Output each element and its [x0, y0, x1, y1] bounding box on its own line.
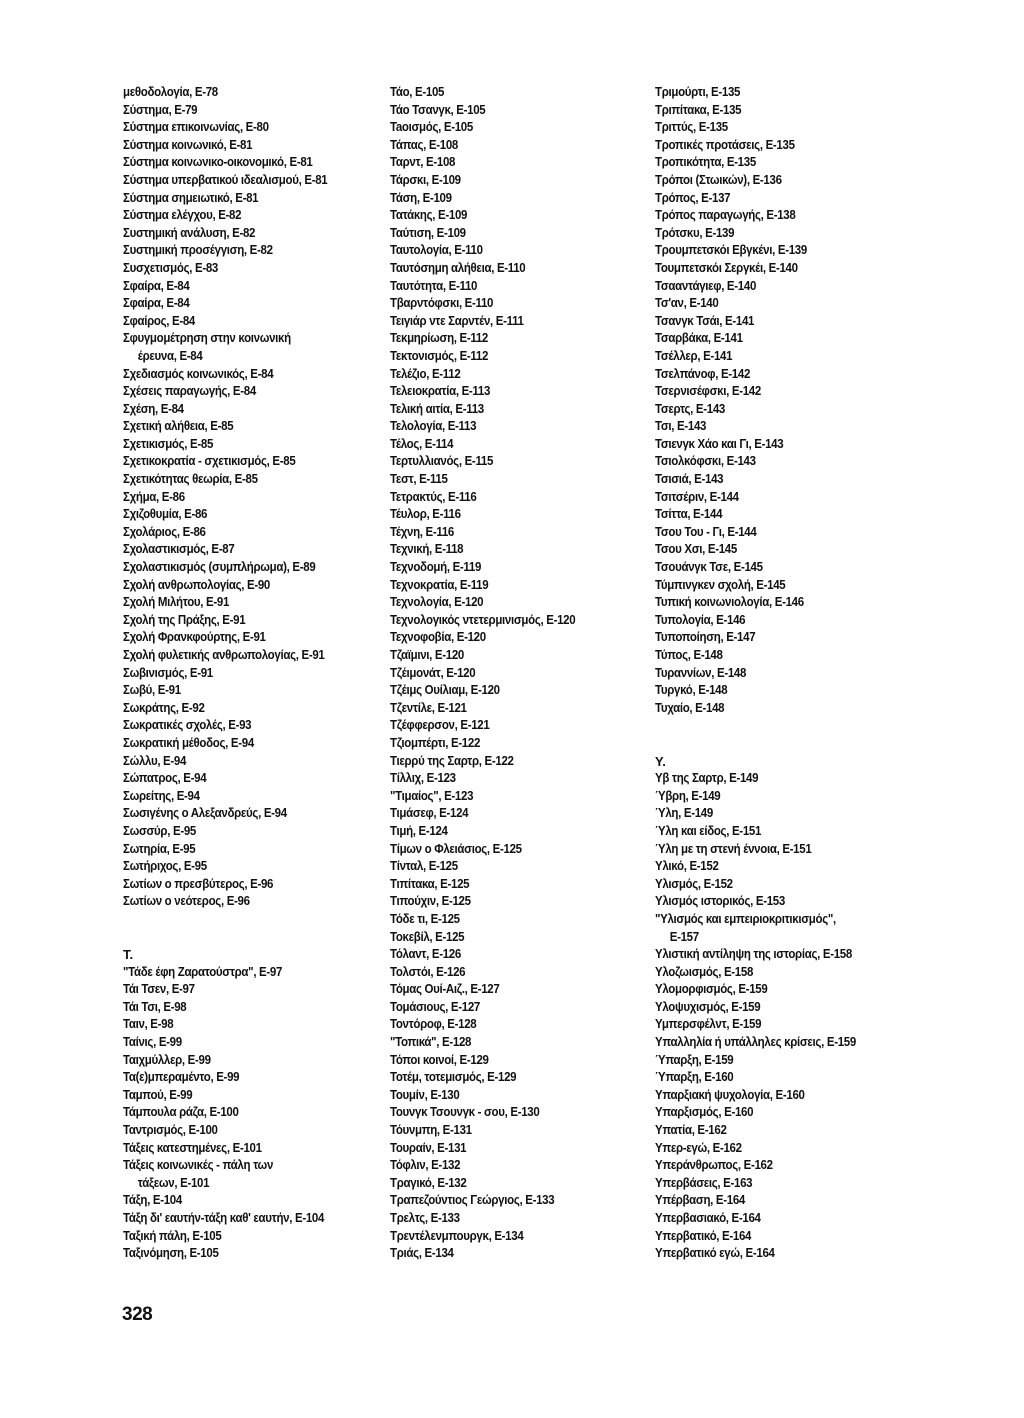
index-entry: Ύβρη, Ε-149 — [655, 788, 721, 803]
index-entry: Ύλη με τη στενή έννοια, Ε-151 — [655, 841, 812, 856]
index-entry: Τάση, Ε-109 — [390, 190, 452, 205]
index-entry: Σωτίων ο νεότερος, Ε-96 — [123, 894, 250, 909]
index-entry: Ταρντ, Ε-108 — [390, 155, 456, 170]
index-entry: Υπερ-εγώ, Ε-162 — [655, 1140, 742, 1155]
index-entry: Σχολαστικισμός (συμπλήρωμα), Ε-89 — [123, 560, 316, 575]
index-entry: Τιερρύ της Σαρτρ, Ε-122 — [390, 753, 514, 768]
index-entry: Τσου Του - Γι, Ε-144 — [655, 524, 757, 539]
index-entry: Τσααντάγιεφ, Ε-140 — [655, 278, 757, 293]
index-entry: Σφαίρος, Ε-84 — [123, 313, 196, 328]
index-entry: Τυπική κοινωνιολογία, Ε-146 — [655, 595, 804, 610]
index-entry: Σχολή Φρανκφούρτης, Ε-91 — [123, 630, 266, 645]
letter-heading: Υ. — [655, 753, 666, 769]
index-entry: Τσερνισέφσκι, Ε-142 — [655, 384, 761, 399]
index-entry: Τριπίτακα, Ε-135 — [655, 102, 742, 117]
index-entry: Taoισμός, Ε-105 — [390, 120, 473, 135]
index-entry: Ύπαρξη, Ε-160 — [655, 1070, 734, 1085]
index-entry: Ταξινόμηση, Ε-105 — [123, 1246, 219, 1261]
index-entry: Τσιολκόφσκι, Ε-143 — [655, 454, 756, 469]
index-entry: Τύμπινγκεν σχολή, Ε-145 — [655, 577, 786, 592]
index-entry: Σωρείτης, Ε-94 — [123, 788, 200, 803]
index-entry: Τουνγκ Τσουνγκ - σου, Ε-130 — [390, 1105, 540, 1120]
index-entry: Ταυτολογία, Ε-110 — [390, 243, 483, 258]
spacer — [123, 911, 381, 929]
index-entry: Ταξική πάλη, Ε-105 — [123, 1228, 222, 1243]
index-entry: Τελειοκρατία, Ε-113 — [390, 384, 491, 399]
index-entry: Τάμπουλα ράζα, Ε-100 — [123, 1105, 239, 1120]
index-entry: Σωκρατική μέθοδος, Ε-94 — [123, 735, 254, 750]
index-entry: Σωσσύρ, Ε-95 — [123, 823, 196, 838]
index-entry: Ταμπού, Ε-99 — [123, 1087, 193, 1102]
index-entry: Τόμας Ουί-Αιζ., Ε-127 — [390, 982, 500, 997]
index-entry: Τρελτς, Ε-133 — [390, 1211, 460, 1225]
index-entry: Τέλος, Ε-114 — [390, 436, 454, 451]
index-entry: Υλικό, Ε-152 — [655, 859, 719, 874]
index-entry: Σύστημα κοινωνικο-οικονομικό, Ε-81 — [123, 155, 313, 170]
index-entry: Ύλη, Ε-149 — [655, 806, 713, 821]
index-entry: Τολστόι, Ε-126 — [390, 964, 466, 979]
index-entry: Τσέλλερ, Ε-141 — [655, 348, 733, 363]
index-entry: Τερτυλλιανός, Ε-115 — [390, 454, 494, 469]
index-entry: Σύστημα επικοινωνίας, Ε-80 — [123, 120, 269, 135]
index-entry: Ύπαρξη, Ε-159 — [655, 1052, 734, 1067]
index-entry: Τρεντέλενμπουργκ, Ε-134 — [390, 1228, 524, 1243]
index-entry: Τύπος, Ε-148 — [655, 648, 723, 662]
index-entry: Τρόπος, Ε-137 — [655, 190, 731, 205]
index-column-2 — [390, 84, 640, 1263]
index-entry: Σχήμα, Ε-86 — [123, 489, 185, 504]
index-entry: Τροπικές προτάσεις, Ε-135 — [655, 137, 795, 152]
index-entry: Σχετικότητας θεωρία, Ε-85 — [123, 472, 258, 487]
index-entry: Ύλη και είδος, Ε-151 — [655, 823, 762, 838]
index-entry: Τεκτονισμός, Ε-112 — [390, 348, 489, 363]
index-entry: Σχολή Μιλήτου, Ε-91 — [123, 595, 230, 610]
index-entry: Σχολή της Πράξης, Ε-91 — [123, 612, 246, 627]
index-entry: Σωκρατικές σχολές, Ε-93 — [123, 718, 252, 733]
index-entry: Υπέρβαση, Ε-164 — [655, 1193, 746, 1208]
index-entry: Υλοψυχισμός, Ε-159 — [655, 999, 761, 1014]
spacer — [123, 929, 381, 947]
index-entry: Τιμή, Ε-124 — [390, 823, 448, 838]
index-entry: Τιπίτακα, Ε-125 — [390, 876, 470, 891]
index-entry: Τιμάσεφ, Ε-124 — [390, 806, 469, 821]
index-entry: Τάι Τσι, Ε-98 — [123, 999, 187, 1014]
index-entry: "Τιμαίος", Ε-123 — [390, 788, 474, 803]
index-entry: Συσχετισμός, Ε-83 — [123, 260, 218, 275]
index-entry: Τίνταλ, Ε-125 — [390, 859, 458, 874]
index-entry: τάξεων, Ε-101 — [137, 1175, 210, 1190]
index-entry: Σφαίρα, Ε-84 — [123, 296, 190, 311]
index-entry: Τάξη δι' εαυτήν-τάξη καθ' εαυτήν, Ε-104 — [123, 1211, 325, 1225]
index-entry: Σχιζοθυμία, Ε-86 — [123, 507, 208, 522]
index-entry: Τσίττα, Ε-144 — [655, 507, 723, 522]
index-entry: Υλισμός ιστορικός, Ε-153 — [655, 894, 785, 909]
index-entry: Τζέφφερσον, Ε-121 — [390, 718, 490, 733]
index-entry: Τυποποίηση, Ε-147 — [655, 630, 756, 645]
index-entry: Τόυνμπη, Ε-131 — [390, 1123, 472, 1138]
index-entry: Υπερβατικό, Ε-164 — [655, 1228, 752, 1243]
index-entry: Σχέσεις παραγωγής, Ε-84 — [123, 384, 256, 399]
index-entry: Ταυτότητα, Ε-110 — [390, 278, 478, 293]
index-entry: Τζέιμονάτ, Ε-120 — [390, 665, 476, 680]
index-entry: Τουμίν, Ε-130 — [390, 1087, 460, 1102]
index-entry: Τοτέμ, τοτεμισμός, Ε-129 — [390, 1070, 517, 1085]
index-entry: Τβαρντόφσκι, Ε-110 — [390, 296, 494, 311]
index-entry: Τόφλιν, Ε-132 — [390, 1158, 461, 1173]
index-entry: Τόποι κοινοί, Ε-129 — [390, 1052, 489, 1067]
index-entry: Τρόποι (Στωικών), Ε-136 — [655, 172, 782, 187]
index-entry: Τοκεβίλ, Ε-125 — [390, 929, 465, 944]
index-entry: Σύστημα, Ε-79 — [123, 102, 198, 117]
index-entry: Σχολαστικισμός, Ε-87 — [123, 542, 235, 557]
index-entry: Τουμπετσκόι Σεργκέι, Ε-140 — [655, 260, 798, 275]
index-entry: Τελική αιτία, Ε-113 — [390, 401, 484, 416]
index-entry: Τίλλιχ, Ε-123 — [390, 771, 456, 786]
index-entry: Τελολογία, Ε-113 — [390, 419, 477, 434]
index-entry: Υλισμός, Ε-152 — [655, 876, 733, 891]
index-entry: Σχέση, Ε-84 — [123, 401, 184, 416]
spacer — [655, 717, 915, 735]
index-entry: Σφαίρα, Ε-84 — [123, 278, 190, 293]
index-entry: "Υλισμός και εμπειριοκριτικισμός", — [655, 911, 836, 926]
index-entry: Τζέιμς Ουίλιαμ, Ε-120 — [390, 683, 500, 698]
index-entry: Τόλαντ, Ε-126 — [390, 947, 461, 962]
index-entry: Σωσιγένης ο Αλεξανδρεύς, Ε-94 — [123, 806, 287, 821]
index-entry: Τρότσκυ, Ε-139 — [655, 225, 735, 240]
index-entry: Τρουμπετσκόι Εβγκένι, Ε-139 — [655, 243, 807, 258]
index-entry: Σώπατρος, Ε-94 — [123, 771, 207, 786]
index-entry: Τρόπος παραγωγής, Ε-138 — [655, 208, 796, 223]
index-entry: Τσιενγκ Χάο και Γι, Ε-143 — [655, 436, 784, 451]
index-entry: Τυργκό, Ε-148 — [655, 683, 728, 698]
index-entry: Τατάκης, Ε-109 — [390, 208, 468, 223]
index-entry: έρευνα, Ε-84 — [137, 348, 203, 363]
index-entry: Σύστημα κοινωνικό, Ε-81 — [123, 137, 253, 152]
index-entry: Σωκράτης, Ε-92 — [123, 700, 205, 715]
index-entry: Σχολή φυλετικής ανθρωπολογίας, Ε-91 — [123, 648, 325, 662]
index-entry: Τσερτς, Ε-143 — [655, 401, 725, 416]
index-entry: "Τοπικά", Ε-128 — [390, 1035, 472, 1050]
index-entry: Ταύτιση, Ε-109 — [390, 225, 466, 240]
index-entry: Τάξεις κατεστημένες, Ε-101 — [123, 1140, 262, 1155]
index-entry: Τριττύς, Ε-135 — [655, 120, 728, 135]
index-entry: Σωβύ, Ε-91 — [123, 683, 181, 698]
index-entry: Σχετική αλήθεια, Ε-85 — [123, 419, 234, 434]
index-entry: Τροπικότητα, Ε-135 — [655, 155, 756, 170]
index-entry: Υπαλληλία ή υπάλληλες κρίσεις, Ε-159 — [655, 1035, 856, 1050]
index-entry: Υβ της Σαρτρ, Ε-149 — [655, 771, 759, 786]
index-entry: Τυχαίο, Ε-148 — [655, 700, 725, 715]
index-entry: Σφυγμομέτρηση στην κοινωνική — [123, 331, 291, 346]
index-entry: Τοντόροφ, Ε-128 — [390, 1017, 477, 1032]
index-entry: Ταίνις, Ε-99 — [123, 1035, 182, 1050]
index-entry: Τάι Τσεν, Ε-97 — [123, 982, 195, 997]
index-entry: Τραπεζούντιος Γεώργιος, Ε-133 — [390, 1193, 555, 1208]
index-entry: Ταυτόσημη αλήθεια, Ε-110 — [390, 260, 526, 275]
index-entry: Τσ'αν, Ε-140 — [655, 296, 719, 311]
index-entry: Τεκμηρίωση, Ε-112 — [390, 331, 488, 346]
index-entry: Τεχνοφοβία, Ε-120 — [390, 630, 486, 645]
index-entry: Τσελπάνοφ, Ε-142 — [655, 366, 751, 381]
index-entry: Τριάς, Ε-134 — [390, 1246, 454, 1261]
index-entry: Τειγιάρ ντε Σαρντέν, Ε-111 — [390, 313, 524, 328]
index-entry: Συστημική ανάλυση, Ε-82 — [123, 225, 256, 240]
index-entry: Τομάσιους, Ε-127 — [390, 999, 480, 1014]
spacer — [655, 735, 915, 753]
index-entry: Τελέζιο, Ε-112 — [390, 366, 461, 381]
index-entry: Τσαρβάκα, Ε-141 — [655, 331, 743, 346]
index-entry: Σωτήριχος, Ε-95 — [123, 859, 207, 874]
index-entry: Υλιστική αντίληψη της ιστορίας, Ε-158 — [655, 947, 852, 962]
index-entry: μεθοδολογία, Ε-78 — [123, 85, 218, 99]
index-entry: Υπεράνθρωπος, Ε-162 — [655, 1158, 773, 1173]
index-entry: Υπαρξιακή ψυχολογία, Ε-160 — [655, 1087, 805, 1102]
index-entry: Τραγικό, Ε-132 — [390, 1175, 467, 1190]
index-entry: Τζαϊμινι, Ε-120 — [390, 648, 465, 662]
index-column-3 — [655, 84, 915, 1263]
index-entry: Τσανγκ Τσάι, Ε-141 — [655, 313, 755, 328]
index-entry: Ταιν, Ε-98 — [123, 1017, 174, 1032]
index-entry: Σχετικισμός, Ε-85 — [123, 436, 214, 451]
index-entry: Σχολάριος, Ε-86 — [123, 524, 206, 539]
index-entry: Σωβινισμός, Ε-91 — [123, 665, 213, 680]
index-entry: Τεχνοδομή, Ε-119 — [390, 560, 482, 575]
index-entry: Τζεντίλε, Ε-121 — [390, 700, 467, 715]
index-entry: Τα(ε)μπεραμέντο, Ε-99 — [123, 1070, 240, 1085]
index-entry: Υλοζωισμός, Ε-158 — [655, 964, 754, 979]
index-entry: Σύστημα υπερβατικού ιδεαλισμού, Ε-81 — [123, 172, 328, 187]
index-entry: Υπατία, Ε-162 — [655, 1123, 727, 1138]
index-entry: Τεστ, Ε-115 — [390, 472, 448, 487]
index-entry: Τάρσκι, Ε-109 — [390, 172, 461, 187]
index-entry: Σχολή ανθρωπολογίας, Ε-90 — [123, 577, 270, 592]
index-entry: Τουραίν, Ε-131 — [390, 1140, 467, 1155]
index-entry: Τετρακτύς, Ε-116 — [390, 489, 477, 504]
index-entry: Τσου Χσι, Ε-145 — [655, 542, 737, 557]
index-entry: Υπερβασιακό, Ε-164 — [655, 1211, 761, 1225]
index-entry: Τσισιά, Ε-143 — [655, 472, 724, 487]
index-entry: Τάπας, Ε-108 — [390, 137, 458, 152]
index-entry: Τυπολογία, Ε-146 — [655, 612, 746, 627]
index-entry: Ταιχμύλλερ, Ε-99 — [123, 1052, 211, 1067]
index-entry: Τεχνική, Ε-118 — [390, 542, 464, 557]
index-entry: Τέχνη, Ε-116 — [390, 524, 454, 539]
index-entry: Τριμούρτι, Ε-135 — [655, 85, 741, 99]
index-entry: Τεχνολογικός ντετερμινισμός, Ε-120 — [390, 612, 576, 627]
index-entry: Υπερβάσεις, Ε-163 — [655, 1175, 753, 1190]
index-entry: Σωτηρία, Ε-95 — [123, 841, 196, 856]
index-entry: Ταντρισμός, Ε-100 — [123, 1123, 218, 1138]
index-entry: Σωτίων ο πρεσβύτερος, Ε-96 — [123, 876, 274, 891]
index-entry: Τάο Τσανγκ, Ε-105 — [390, 102, 486, 117]
index-entry: Συστημική προσέγγιση, Ε-82 — [123, 243, 273, 258]
page-number: 328 — [122, 1304, 153, 1325]
index-entry: Τεχνολογία, Ε-120 — [390, 595, 484, 610]
index-entry: Σχετικοκρατία - σχετικισμός, Ε-85 — [123, 454, 296, 469]
index-entry: Ε-157 — [669, 929, 699, 944]
index-entry: Σώλλυ, Ε-94 — [123, 753, 187, 768]
index-entry: Τίμων ο Φλειάσιος, Ε-125 — [390, 841, 522, 856]
index-entry: Τέυλορ, Ε-116 — [390, 507, 461, 522]
index-entry: Υμπερσφέλντ, Ε-159 — [655, 1017, 762, 1032]
index-entry: Τεχνοκρατία, Ε-119 — [390, 577, 489, 592]
index-entry: Σύστημα ελέγχου, Ε-82 — [123, 208, 242, 223]
index-entry: Υπερβατικό εγώ, Ε-164 — [655, 1246, 775, 1261]
index-entry: Υλομορφισμός, Ε-159 — [655, 982, 768, 997]
index-entry: Τυραννίων, Ε-148 — [655, 665, 747, 680]
index-entry: Τάξεις κοινωνικές - πάλη των — [123, 1158, 274, 1173]
index-entry: Τσι, Ε-143 — [655, 419, 707, 434]
index-column-1 — [123, 84, 381, 1263]
index-entry: Τόδε τι, Ε-125 — [390, 911, 460, 926]
index-entry: "Τάδε έφη Ζαρατούστρα", Ε-97 — [123, 964, 283, 979]
index-entry: Υπαρξισμός, Ε-160 — [655, 1105, 754, 1120]
index-entry: Τιπούχιν, Ε-125 — [390, 894, 471, 909]
letter-heading: Τ. — [123, 947, 134, 963]
index-entry: Τσουάνγκ Τσε, Ε-145 — [655, 560, 763, 575]
index-entry: Σχεδιασμός κοινωνικός, Ε-84 — [123, 366, 274, 381]
index-entry: Τσιτσέριν, Ε-144 — [655, 489, 739, 504]
index-entry: Τάο, Ε-105 — [390, 85, 445, 99]
index-entry: Τζιομπέρτι, Ε-122 — [390, 735, 481, 750]
index-entry: Σύστημα σημειωτικό, Ε-81 — [123, 190, 259, 205]
index-entry: Τάξη, Ε-104 — [123, 1193, 182, 1208]
